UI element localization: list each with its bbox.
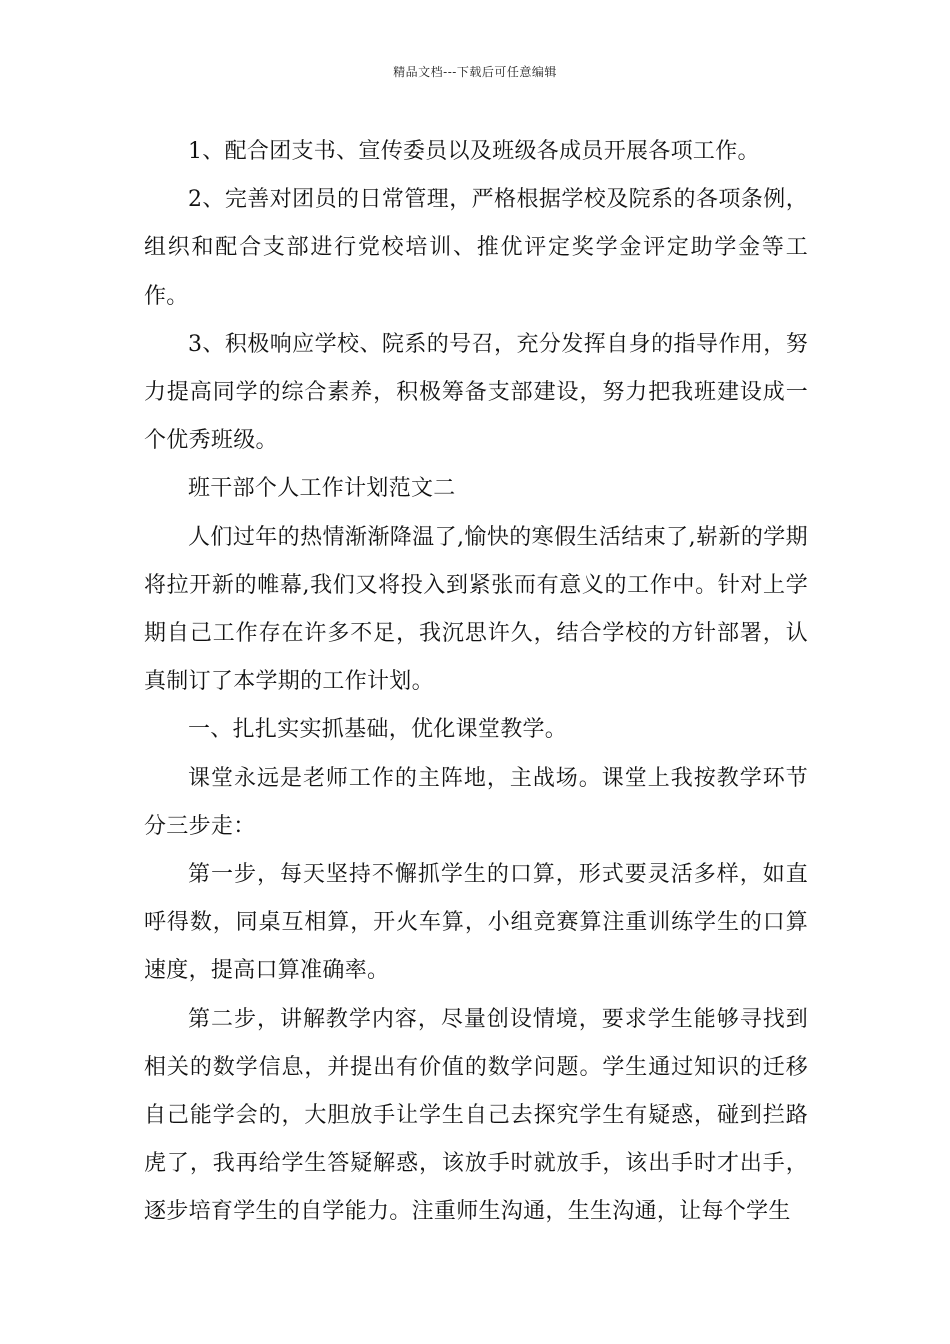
section-title: 班干部个人工作计划范文二 xyxy=(188,476,456,502)
page-header: 精品文档---下载后可任意编辑 xyxy=(393,65,557,79)
paragraph-classroom: 课堂永远是老师工作的主阵地，主战场。课堂上我按教学环节分三步走： xyxy=(144,765,808,839)
paragraph-item-1: 1、配合团支书、宣传委员以及班级各成员开展各项工作。 xyxy=(188,139,760,164)
section-heading-one: 一、扎扎实实抓基础，优化课堂教学。 xyxy=(188,717,568,743)
paragraph-intro: 人们过年的热情渐渐降温了,愉快的寒假生活结束了,崭新的学期将拉开新的帷幕,我们又将投入到紧张而有意义的工作中。针对上学期自己工作存在许多不足，我沉思许久，结合学校的方针部署，认真制订了本学期的工作计划。 xyxy=(144,524,808,695)
paragraph-step-two: 第二步，讲解教学内容，尽量创设情境，要求学生能够寻找到相关的数学信息，并提出有价值的数学问题。学生通过知识的迁移自己能学会的，大胆放手让学生自己去探究学生有疑惑，碰到拦路虎了，我再给学生答疑解惑，该放手时就放手，该出手时才出手，逐步培育学生的自学能力。注重师生沟通，生生沟通，让每个学生 xyxy=(144,1006,808,1225)
paragraph-item-3: 3、积极响应学校、院系的号召，充分发挥自身的指导作用，努力提高同学的综合素养，积极筹备支部建设，努力把我班建设成一个优秀班级。 xyxy=(144,331,808,454)
paragraph-step-one: 第一步，每天坚持不懈抓学生的口算，形式要灵活多样，如直呼得数，同桌互相算，开火车算，小组竞赛算注重训练学生的口算速度，提高口算准确率。 xyxy=(144,862,808,984)
document-body xyxy=(144,128,808,1237)
paragraph-item-2: 2、完善对团员的日常管理，严格根据学校及院系的各项条例，组织和配合支部进行党校培训、推优评定奖学金评定助学金等工作。 xyxy=(144,187,808,309)
